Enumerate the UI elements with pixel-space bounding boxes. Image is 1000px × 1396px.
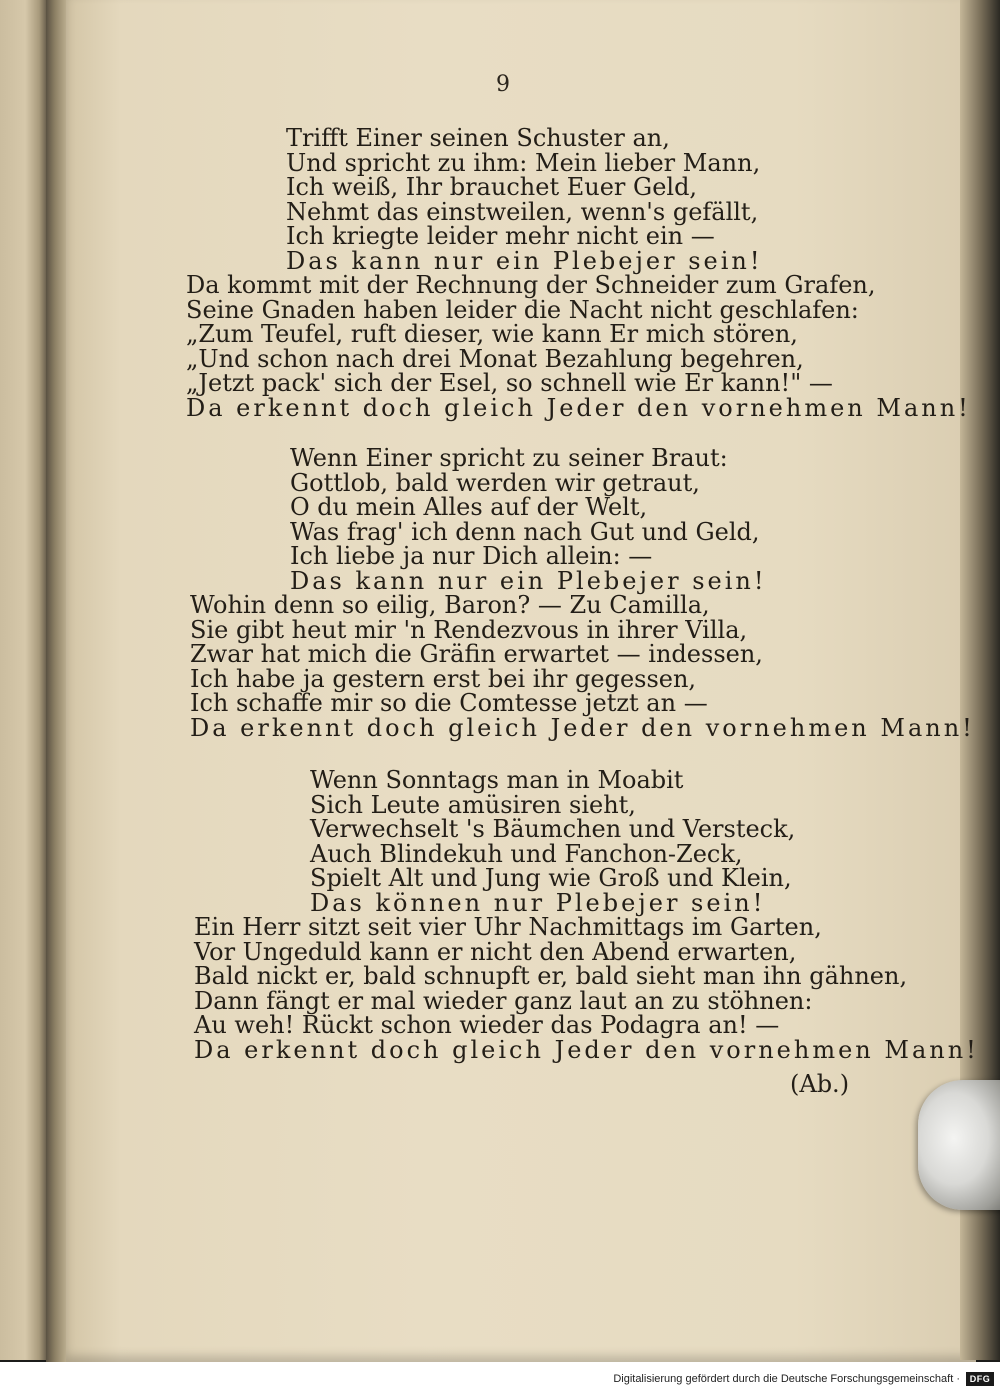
verse-line: Und spricht zu ihm: Mein lieber Mann, — [286, 148, 761, 177]
refrain-line: Das kann nur ein Plebejer sein! — [290, 566, 767, 595]
stage-direction: (Ab.) — [790, 1070, 850, 1098]
verse-line: Ein Herr sitzt seit vier Uhr Nachmittags im Garten, — [194, 913, 822, 941]
refrain-line: Da erkennt doch gleich Jeder den vornehmen Mann! — [190, 713, 975, 742]
left-page-edge — [0, 0, 46, 1360]
verse-line: Seine Gnaden haben leider die Nacht nicht geschlafen: — [186, 295, 859, 324]
page-number: 9 — [496, 72, 510, 97]
refrain-line: Da erkennt doch gleich Jeder den vornehmen Mann! — [186, 393, 971, 422]
verse-line: Nehmt das einstweilen, wenn's gefällt, — [286, 197, 759, 226]
verse-line: Ich habe ja gestern erst bei ihr gegessen, — [190, 664, 697, 693]
verse-line: Bald nickt er, bald schnupft er, bald sieht man ihn gähnen, — [194, 962, 908, 990]
verse-line: Wohin denn so eilig, Baron? — Zu Camilla, — [190, 591, 710, 619]
verse-line: Dann fängt er mal wieder ganz laut an zu stöhnen: — [194, 986, 813, 1015]
dfg-logo: DFG — [966, 1372, 994, 1386]
verse-line: Da kommt mit der Rechnung der Schneider zum Grafen, — [186, 271, 876, 299]
stanza-2 — [190, 446, 975, 740]
funding-credit: Digitalisierung gefördert durch die Deutsche Forschungsgemeinschaft · — [613, 1373, 960, 1385]
verse-line: Au weh! Rückt schon wieder das Podagra an! — — [194, 1011, 780, 1039]
verse-line: O du mein Alles auf der Welt, — [290, 493, 648, 521]
thumb-clip — [918, 1080, 1000, 1210]
footer-bar — [0, 1362, 1000, 1396]
verse-line: Ich weiß, Ihr brauchet Euer Geld, — [286, 173, 698, 201]
verse-line: „Zum Teufel, ruft dieser, wie kann Er mich stören, — [186, 320, 798, 348]
verse-line: Spielt Alt und Jung wie Groß und Klein, — [310, 864, 792, 892]
verse-line: Vor Ungeduld kann er nicht den Abend erwarten, — [194, 937, 797, 966]
verse-line: Wenn Sonntags man in Moabit — [310, 766, 684, 794]
verse-line: Ich schaffe mir so die Comtesse jetzt an — — [190, 689, 708, 717]
verse-line: Was frag' ich denn nach Gut und Geld, — [290, 517, 760, 546]
verse-line: Verwechselt 's Bäumchen und Versteck, — [310, 815, 796, 843]
verse-line: Sich Leute amüsiren sieht, — [310, 790, 636, 819]
verse-line: „Jetzt pack' sich der Esel, so schnell wie Er kann!" — — [186, 369, 833, 397]
verse-line: „Und schon nach drei Monat Bezahlung begehren, — [186, 344, 804, 373]
verse-line: Wenn Einer spricht zu seiner Braut: — [290, 444, 728, 472]
refrain-line: Das kann nur ein Plebejer sein! — [286, 246, 763, 275]
verse-line: Sie gibt heut mir 'n Rendezvous in ihrer Villa, — [190, 615, 748, 644]
refrain-line: Da erkennt doch gleich Jeder den vornehmen Mann! — [194, 1035, 979, 1064]
verse-line: Zwar hat mich die Gräfin erwartet — indessen, — [190, 640, 763, 668]
stanza-3 — [194, 768, 979, 1062]
verse-line: Auch Blindekuh und Fanchon-Zeck, — [310, 839, 743, 868]
refrain-line: Das können nur Plebejer sein! — [310, 888, 766, 917]
verse-line: Trifft Einer seinen Schuster an, — [286, 124, 670, 152]
stanza-1 — [186, 126, 971, 420]
verse-line: Ich kriegte leider mehr nicht ein — — [286, 222, 715, 250]
verse-line: Gottlob, bald werden wir getraut, — [290, 468, 700, 497]
verse-line: Ich liebe ja nur Dich allein: — — [290, 542, 653, 570]
